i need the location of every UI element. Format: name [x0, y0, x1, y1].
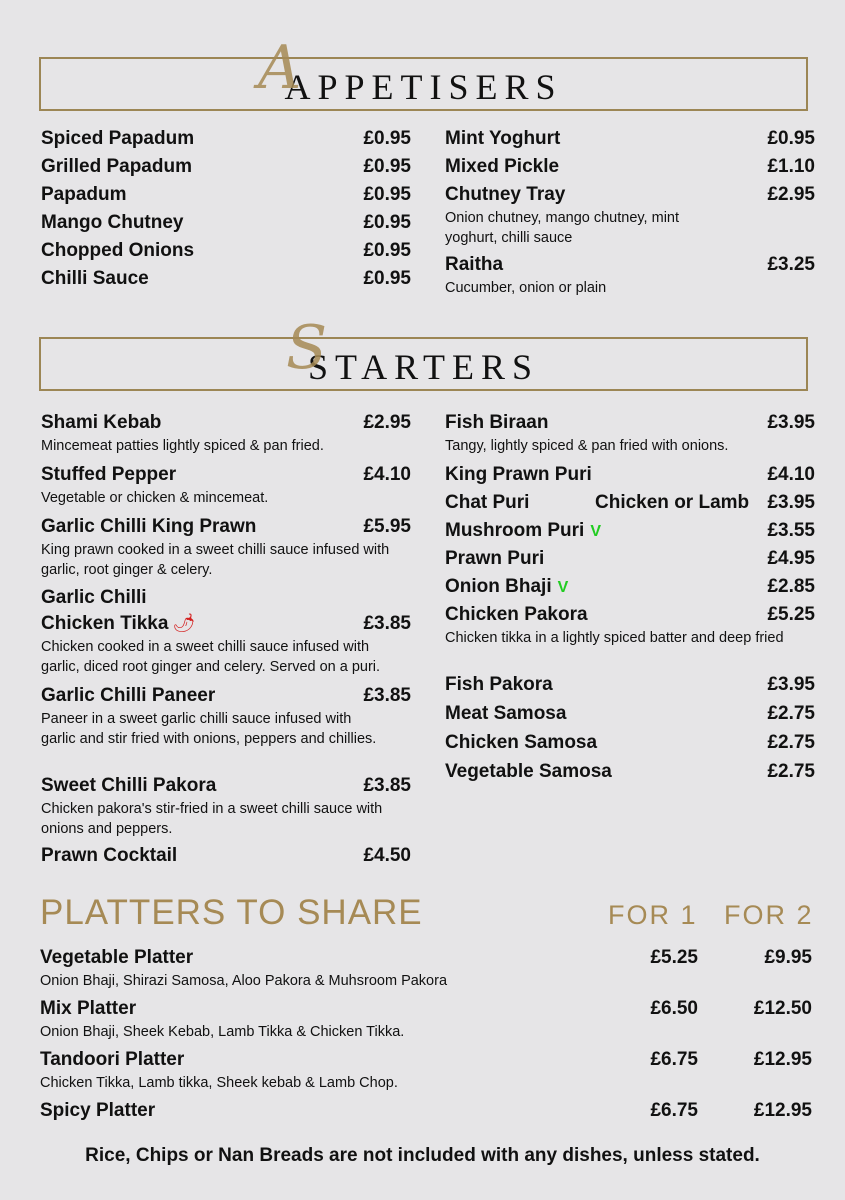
item-name: Chilli Sauce: [41, 268, 149, 289]
item-description: King prawn cooked in a sweet chilli sauce infused with garlic, root ginger & celery.: [41, 542, 390, 578]
platter-price-for-one: £5.25: [650, 947, 698, 968]
platter-description: Chicken Tikka, Lamb tikka, Sheek kebab & Lamb Chop.: [40, 1075, 398, 1091]
menu-item: [445, 574, 815, 602]
item-description: Cucumber, onion or plain: [445, 280, 607, 296]
item-price: £4.50: [363, 845, 411, 866]
appetisers-script-letter: A: [258, 33, 302, 103]
menu-item: [445, 252, 815, 298]
menu-item: [41, 154, 411, 182]
menu-item: [41, 210, 411, 238]
item-price: £5.95: [363, 516, 411, 537]
item-price: £3.55: [767, 520, 815, 541]
platter-item: [40, 1047, 812, 1093]
item-price: £0.95: [363, 128, 411, 149]
platter-item: [40, 996, 812, 1042]
menu-item: [41, 126, 411, 154]
menu-item: [445, 410, 815, 462]
menu-item: [41, 773, 411, 843]
item-description: Tangy, lightly spiced & pan fried with onions.: [445, 438, 729, 454]
item-description: Paneer in a sweet garlic chilli sauce infused with garlic and stir fried with onions, peppers and chillies.: [41, 711, 377, 747]
starters-title: STARTERS: [308, 347, 539, 387]
menu-item: [41, 182, 411, 210]
item-price: £2.75: [767, 703, 815, 724]
item-name: Fish Pakora: [445, 674, 553, 695]
platter-price-for-one: £6.50: [650, 998, 698, 1019]
item-description: Chicken cooked in a sweet chilli sauce infused with garlic, diced root ginger and celery. Served on a puri.: [41, 639, 381, 675]
menu-item: [41, 410, 411, 462]
item-name: Papadum: [41, 184, 127, 205]
item-description: Vegetable or chicken & mincemeat.: [41, 490, 269, 506]
item-name: Meat Samosa: [445, 703, 567, 724]
platter-description: Onion Bhaji, Sheek Kebab, Lamb Tikka & Chicken Tikka.: [40, 1024, 405, 1040]
item-price: £0.95: [363, 212, 411, 233]
starters-right-column: [445, 410, 815, 788]
item-price: £2.85: [767, 576, 815, 597]
starters-header: [39, 337, 808, 391]
item-name: King Prawn Puri: [445, 464, 592, 485]
vegetarian-icon: V: [590, 523, 602, 540]
starters-script-letter: S: [286, 313, 328, 383]
item-price: £4.95: [767, 548, 815, 569]
item-name: Mushroom Puri: [445, 520, 585, 541]
item-price: £2.75: [767, 761, 815, 782]
vegetarian-icon: V: [557, 579, 569, 596]
item-price: £3.85: [363, 613, 411, 634]
item-price: £3.95: [767, 412, 815, 433]
item-price: £0.95: [363, 268, 411, 289]
item-name: Onion Bhaji: [445, 576, 552, 597]
menu-item: [445, 602, 815, 672]
item-name: Chat Puri: [445, 492, 530, 513]
platters-title: PLATTERS TO SHARE: [40, 893, 423, 932]
item-name: Mango Chutney: [41, 212, 184, 233]
starters-left-column: [41, 410, 411, 871]
menu-item: [445, 182, 815, 252]
item-name-line1: Garlic Chilli: [41, 587, 147, 608]
platter-price-for-two: £9.95: [764, 947, 812, 968]
item-price: £1.10: [767, 156, 815, 177]
item-name: Mint Yoghurt: [445, 128, 561, 149]
menu-item: [445, 701, 815, 730]
platter-item: [40, 945, 812, 991]
menu-item: [445, 730, 815, 759]
item-name: Garlic Chilli Paneer: [41, 685, 216, 706]
item-name: Chopped Onions: [41, 240, 195, 261]
item-price: £2.95: [767, 184, 815, 205]
item-name: Shami Kebab: [41, 412, 162, 433]
item-name-row: [41, 611, 411, 637]
item-name: Spiced Papadum: [41, 128, 195, 149]
appetisers-left-column: [41, 126, 411, 294]
platter-description: Onion Bhaji, Shirazi Samosa, Aloo Pakora & Muhsroom Pakora: [40, 973, 448, 989]
item-price: £2.75: [767, 732, 815, 753]
item-name: Chutney Tray: [445, 184, 566, 205]
item-description: Mincemeat patties lightly spiced & pan fried.: [41, 438, 324, 454]
item-price: £4.10: [767, 464, 815, 485]
item-option: Chicken or Lamb: [595, 492, 750, 513]
item-price: £3.85: [363, 775, 411, 796]
menu-item: [41, 514, 411, 585]
platter-name: Tandoori Platter: [40, 1049, 185, 1070]
item-price: £3.95: [767, 492, 815, 513]
item-price: £0.95: [363, 240, 411, 261]
item-description: Chicken tikka in a lightly spiced batter and deep fried: [445, 630, 784, 646]
platter-name: Vegetable Platter: [40, 947, 194, 968]
item-name: Garlic Chilli King Prawn: [41, 516, 257, 537]
menu-item: [445, 154, 815, 182]
menu-item: [445, 462, 815, 490]
platter-price-for-one: £6.75: [650, 1100, 698, 1121]
platter-price-for-two: £12.95: [753, 1100, 812, 1121]
menu-item: [445, 126, 815, 154]
menu-item: [445, 490, 815, 518]
platter-price-for-two: £12.95: [753, 1049, 812, 1070]
platter-price-for-two: £12.50: [753, 998, 812, 1019]
footer-note: Rice, Chips or Nan Breads are not included with any dishes, unless stated.: [85, 1145, 760, 1166]
item-name: Prawn Cocktail: [41, 845, 178, 866]
menu-item: [445, 759, 815, 788]
item-price: £3.95: [767, 674, 815, 695]
item-name: Sweet Chilli Pakora: [41, 775, 217, 796]
item-price: £3.85: [363, 685, 411, 706]
item-name: Chicken Pakora: [445, 604, 588, 625]
menu-item: [445, 672, 815, 701]
item-name: Mixed Pickle: [445, 156, 560, 177]
item-name: Vegetable Samosa: [445, 761, 612, 782]
item-description: Chicken pakora's stir-fried in a sweet chilli sauce with onions and peppers.: [41, 801, 383, 837]
for-two-heading: FOR 2: [724, 900, 814, 930]
item-name: Grilled Papadum: [41, 156, 192, 177]
item-name: Stuffed Pepper: [41, 464, 177, 485]
item-price: £4.10: [363, 464, 411, 485]
menu-item: [41, 266, 411, 294]
menu-item: [445, 546, 815, 574]
chilli-pepper-icon: 🌶: [172, 613, 196, 633]
item-price: £5.25: [767, 604, 815, 625]
item-price: £0.95: [767, 128, 815, 149]
item-name: Chicken Samosa: [445, 732, 598, 753]
menu-item: [445, 518, 815, 546]
appetisers-title: APPETISERS: [284, 67, 563, 107]
item-price: £0.95: [363, 156, 411, 177]
menu-item: [41, 683, 411, 773]
menu-item: [41, 462, 411, 514]
platter-price-for-one: £6.75: [650, 1049, 698, 1070]
item-description: Onion chutney, mango chutney, mint yoghurt, chilli sauce: [445, 210, 680, 246]
menu-item: [41, 238, 411, 266]
menu-item: [41, 843, 411, 871]
menu-item: [41, 585, 411, 683]
item-name: Chicken Tikka: [41, 613, 169, 634]
platter-item: [40, 1098, 812, 1124]
item-name: Prawn Puri: [445, 548, 545, 569]
appetisers-header: [39, 57, 808, 111]
item-price: £2.95: [363, 412, 411, 433]
item-name: Raitha: [445, 254, 504, 275]
for-one-heading: FOR 1: [608, 900, 698, 930]
platter-name: Spicy Platter: [40, 1100, 156, 1121]
platter-name: Mix Platter: [40, 998, 137, 1019]
appetisers-right-column: [445, 126, 815, 298]
item-price: £3.25: [767, 254, 815, 275]
item-name: Fish Biraan: [445, 412, 549, 433]
item-price: £0.95: [363, 184, 411, 205]
